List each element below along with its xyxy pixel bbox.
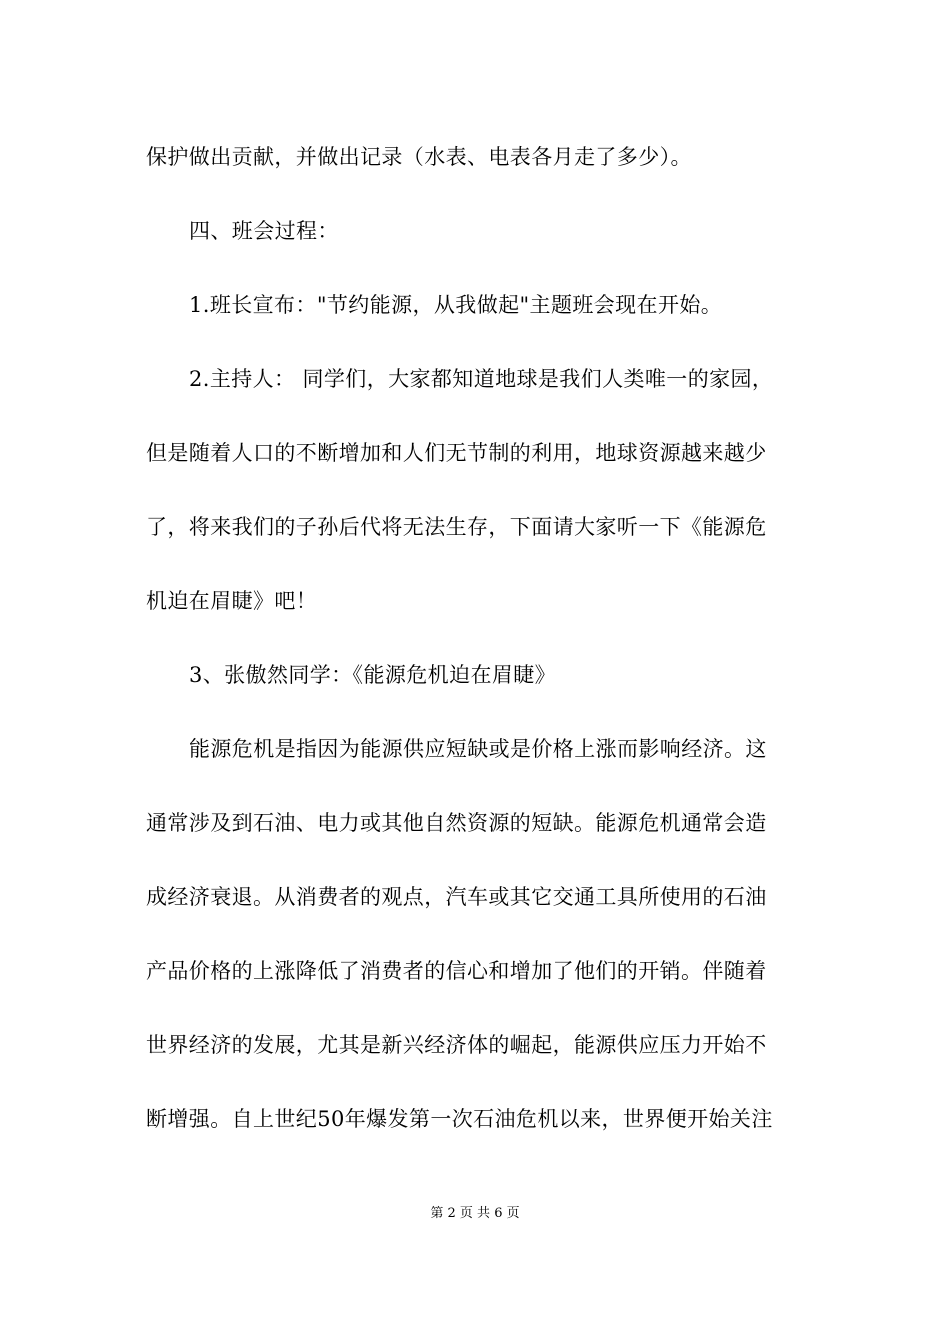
body-line-1: 保护做出贡献，并做出记录（水表、电表各月走了多少）。 <box>146 145 692 169</box>
body-line-5: 但是随着人口的不断增加和人们无节制的利用，地球资源越来越少 <box>146 441 767 465</box>
page-number: 第 2 页 共 6 页 <box>430 1206 520 1221</box>
body-line-12: 产品价格的上涨降低了消费者的信心和增加了他们的开销。伴随着 <box>146 959 767 983</box>
body-line-10: 通常涉及到石油、电力或其他自然资源的短缺。能源危机通常会造 <box>146 811 767 835</box>
body-line-4: 2.主持人： 同学们，大家都知道地球是我们人类唯一的家园， <box>189 367 774 391</box>
body-line-9: 能源危机是指因为能源供应短缺或是价格上涨而影响经济。这 <box>189 737 767 761</box>
section-heading-process: 四、班会过程： <box>189 219 339 243</box>
body-line-13: 世界经济的发展，尤其是新兴经济体的崛起，能源供应压力开始不 <box>146 1033 767 1057</box>
body-line-11: 成经济衰退。从消费者的观点，汽车或其它交通工具所使用的石油 <box>146 885 767 909</box>
body-line-14: 断增强。自上世纪50年爆发第一次石油危机以来，世界便开始关注 <box>146 1107 773 1131</box>
body-line-6: 了，将来我们的子孙后代将无法生存，下面请大家听一下《能源危 <box>146 515 767 539</box>
body-line-3: 1.班长宣布："节约能源，从我做起"主题班会现在开始。 <box>189 293 723 317</box>
page-footer <box>0 1206 950 1222</box>
body-line-8: 3、张傲然同学：《能源危机迫在眉睫》 <box>189 663 557 687</box>
body-line-7: 机迫在眉睫》吧！ <box>146 589 318 613</box>
